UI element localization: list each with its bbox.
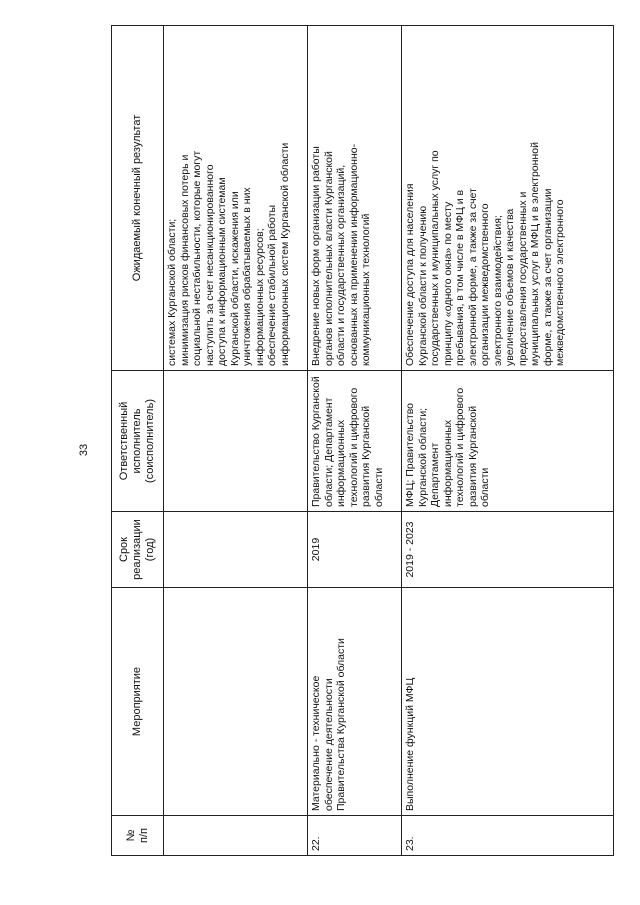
page-number: 33 [78,443,90,457]
cell-responsible: МФЦ; Правительство Курганской области; Департамент информационных технологий и цифрового развития Курганской области [402,371,614,512]
header-result: Ожидаемый конечный результат [112,26,164,371]
measures-table [111,25,614,856]
cell-num: 22. [308,816,402,856]
cell-event: Материально - техническое обеспечение деятельности Правительства Курганской области [308,588,402,816]
table-header-row [112,26,164,856]
header-event: Мероприятие [112,588,164,816]
cell-responsible: Правительство Курганской области; Департамент информационных технологий и цифрового развития Курганской области [308,371,402,512]
cell-responsible [164,371,308,512]
cell-term [164,512,308,588]
table-row [402,26,614,856]
cell-result: Внедрение новых форм организации работы органов исполнительных власти Курганской области и государственных организаций, основанных на применении информационно- коммуникационных технологий [308,26,402,371]
table-row [164,26,308,856]
cell-num: 23. [402,816,614,856]
table-row [308,26,402,856]
cell-event: Выполнение функций МФЦ [402,588,614,816]
header-num: № п/п [112,816,164,856]
cell-num [164,816,308,856]
cell-result: системах Курганской области; минимизация рисков финансовых потерь и социальной нестабильности, которые могут наступить за счет несанкционированного доступа к информационным системам Курганской области, искажения или уничтожения обрабатываемых в них информационных ресурсов; обеспечение стабильной работы информационных систем Курганской области [164,26,308,371]
rotated-table-container [111,26,613,856]
cell-term: 2019 - 2023 [402,512,614,588]
cell-event [164,588,308,816]
cell-term: 2019 [308,512,402,588]
cell-result: Обеспечение доступа для населения Курганской области к получению государственных и муниципальных услуг по принципу «одного окна» по месту пребывания, в том числе в МФЦ и в электронной форме, а также за счет организации межведомственного электронного взаимодействия; увеличение объемов и качества предоставления государственных и муниципальных услуг в МФЦ и в электронной форме, а также за счет организации межведомственного электронного [402,26,614,371]
header-responsible: Ответственный исполнитель (соисполнитель) [112,371,164,512]
header-term: Срок реализации (год) [112,512,164,588]
